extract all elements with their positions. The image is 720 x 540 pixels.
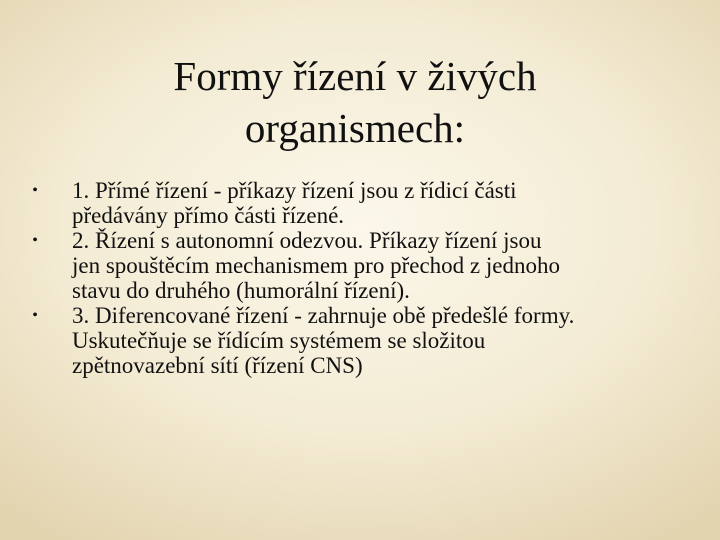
bullet-text-line: zpětnovazební sítí (řízení CNS) <box>72 353 363 378</box>
bullet-text-line: 1. Přímé řízení - příkazy řízení jsou z řídicí části <box>72 178 517 203</box>
bullet-text-line: 3. Diferencované řízení - zahrnuje obě předešlé formy. <box>72 303 575 328</box>
bullet-icon: • <box>32 307 38 324</box>
bullet-item <box>28 303 698 378</box>
bullet-text-line: předávány přímo části řízené. <box>72 203 345 228</box>
bullet-text-line: stavu do druhého (humorální řízení). <box>72 278 410 303</box>
slide-title <box>60 50 650 154</box>
slide-title-line: organismech: <box>244 105 466 151</box>
slide-title-line: Formy řízení v živých <box>173 53 537 99</box>
bullet-text-line: 2. Řízení s autonomní odezvou. Příkazy řízení jsou <box>72 228 542 253</box>
bullet-item <box>28 228 698 303</box>
bullet-text-line: Uskutečňuje se řídícím systémem se složitou <box>72 328 486 353</box>
bullet-list <box>28 178 698 378</box>
bullet-text-line: jen spouštěcím mechanismem pro přechod z jednoho <box>72 253 560 278</box>
bullet-icon: • <box>32 232 38 249</box>
bullet-item <box>28 178 698 228</box>
bullet-icon: • <box>32 182 38 199</box>
